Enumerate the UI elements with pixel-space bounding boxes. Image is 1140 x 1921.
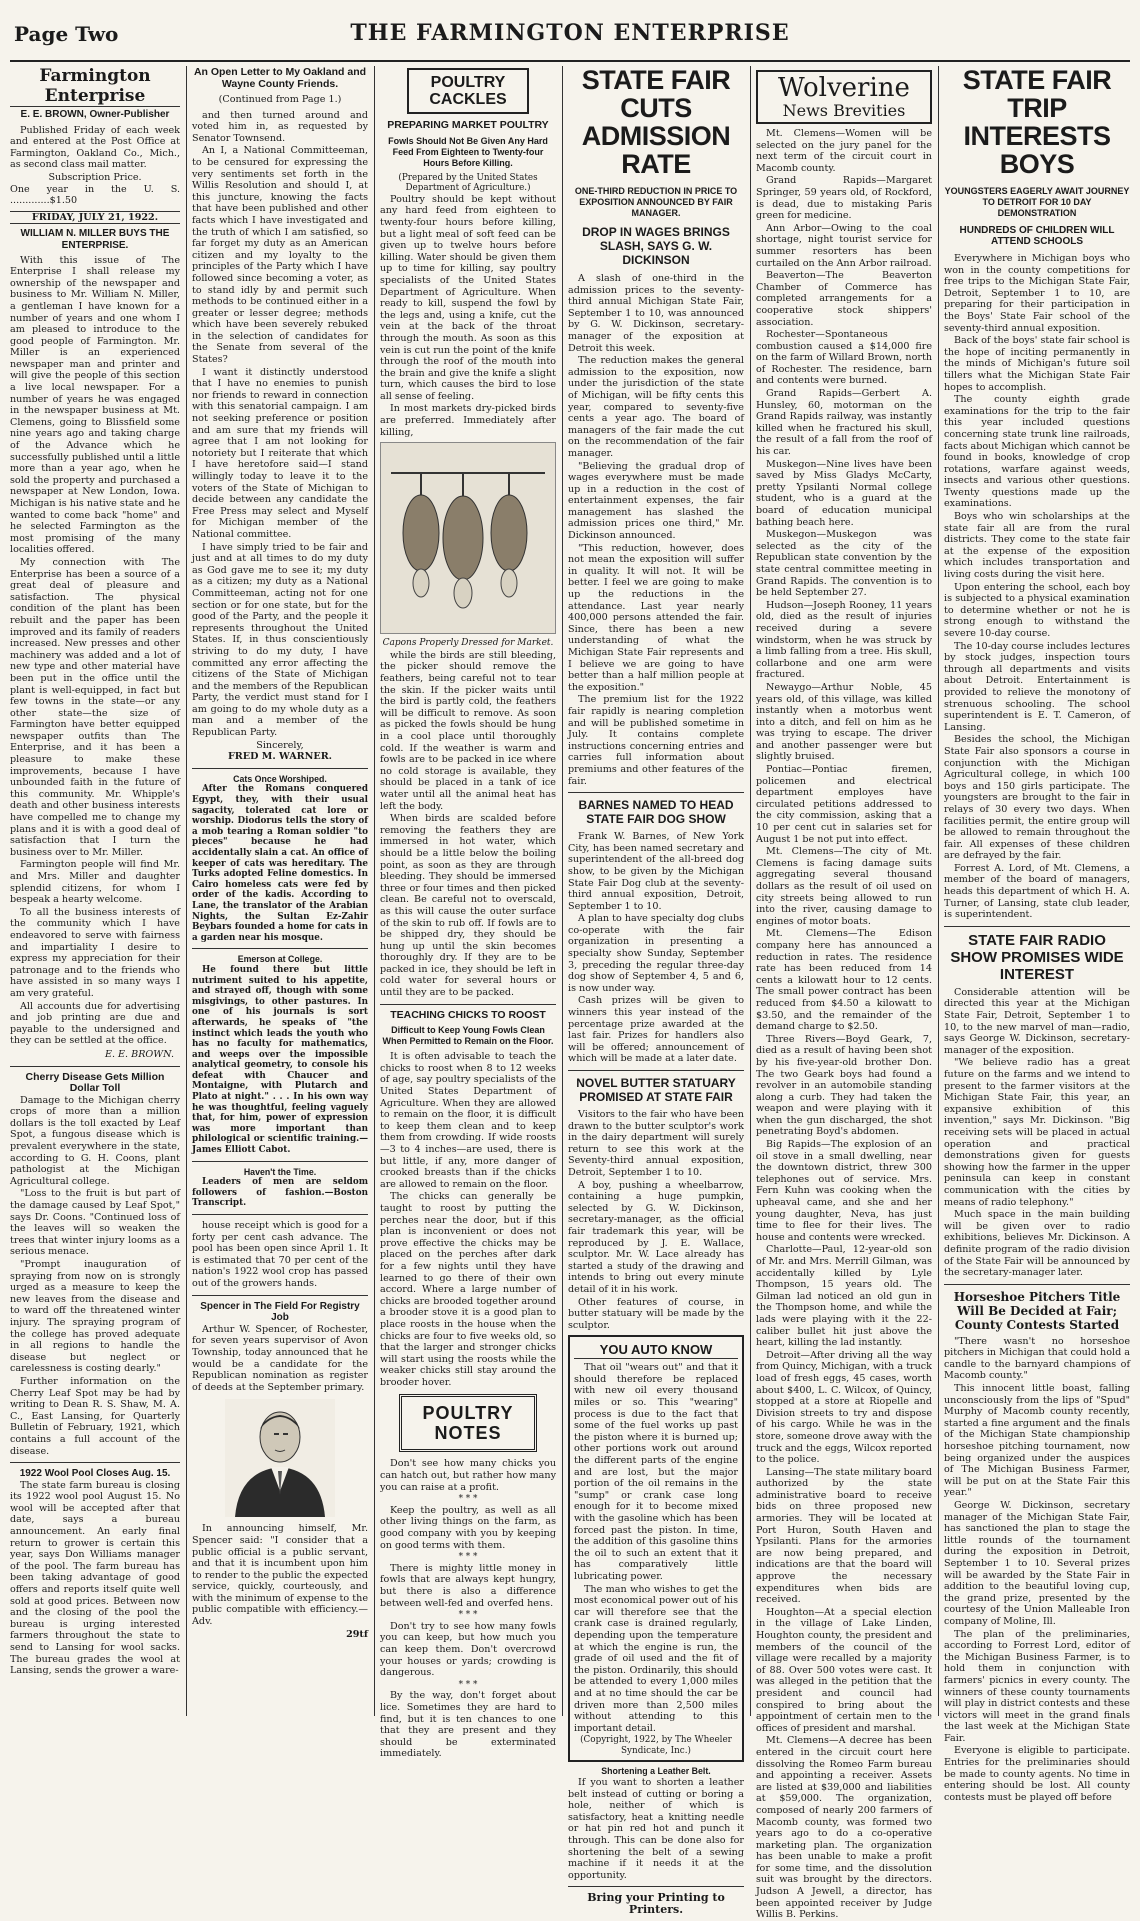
- brevity: Pontiac—Pontiac firemen, policemen and electrical department employes have circulated petitions addressed to the city commission, asking that a 10 per cent cut in salaries set for August 1 be not put into effect.: [756, 764, 932, 845]
- paragraph: while the birds are still bleeding, the picker should remove the feathers, being careful not to tear the skin. If the picker waits until the bird is partly cold, the feathers will be difficult to remove. As soon as picked the fowls should be hung in a cool place until thoroughly cold. If the weather is warm and fowls are to be packed in ice where no cold storage is available, they should be placed in a tank of ice water until all the animal heat has left the body.: [380, 649, 556, 812]
- paragraph: Further information on the Cherry Leaf Spot may be had by writing to Dean R. S. Shaw, M. A. C., East Lansing, for Quarterly Bulletin of February, 1921, which contains a full account of the disease.: [10, 1375, 180, 1457]
- paragraph: Besides the school, the Michigan State Fair also sponsors a course in conjunction with the Michigan Agricultural college, in which 100 boys and 150 girls participate. The youngsters are brought to the fair in relays of 30 every two days. When facilities permit, the entire group will be allowed to remain throughout the fair. All expenses of these children are defrayed by the fair.: [944, 734, 1130, 862]
- column-6: [944, 65, 1130, 1803]
- divider: [944, 1284, 1130, 1285]
- paragraph: Everyone is eligible to participate. Entries for the preliminaries should be made to county agents. No time in entering should be lost. All county contests must be played off before: [944, 1745, 1130, 1803]
- paper-name: THE FARMINGTON ENTERPRISE: [350, 20, 790, 46]
- dateline: FRIDAY, JULY 21, 1922.: [10, 211, 180, 225]
- paragraph: Considerable attention will be directed this year at the Michigan State Fair, Detroit, September 1 to 10, to the new marvel of man—radio, says George W. Dickinson, secretary-manager of the exposition.: [944, 986, 1130, 1056]
- column-rule: [750, 66, 751, 1716]
- brevity: Grand Rapids—Gerbert A. Hunsley, 60, motorman on the Grand Rapids railway, was instantly killed when he fractured his skull, the result of a fall from the roof of his car.: [756, 388, 932, 458]
- headline-radio: STATE FAIR RADIO SHOW PROMISES WIDE INTEREST: [950, 931, 1124, 983]
- brevity: Charlotte—Paul, 12-year-old son of Mr. and Mrs. Merrill Gilman, was accidentally killed by Lyle Thompson, 15 years old. The Gilman lad noticed an old gun in the Thompson home, and while the lads were playing with it the 22-caliber bullet hit just above the heart, killing the lad instantly.: [756, 1244, 932, 1349]
- paragraph: The man who wishes to get the most economical power out of his car will therefore see that the crank case is drained regularly, depending upon the temperature at which the engine is run, the grade of oil used and the fit of the piston. Ordinarily, this should be attended to every 1,000 miles and at no time should the car be driven more than 2,500 miles without attending to this important detail.: [574, 1583, 738, 1734]
- paragraph: The state farm bureau is closing its 1922 wool pool August 15. No wool will be accepted after that date, says a bureau announcement. An early final return to grower is certain this year, says Don Williams manager of the pool. The farm bureau has been taking advantage of good offers and reports itself quite well sold at good prices. Between now and the closing of the pool the bureau is urging interested farmers throughout the state to send to Lansing for wool sacks. The bureau grades the wool at Lansing, sends the grower a ware-: [10, 1479, 180, 1677]
- paragraph: house receipt which is good for a forty per cent cash advance. The pool has been open since April 1. It is estimated that 70 per cent of the nation's 1922 wool crop has passed out of the growers hands.: [192, 1220, 368, 1289]
- brevities-box: [756, 70, 932, 124]
- headline-wool: 1922 Wool Pool Closes Aug. 15.: [19, 1468, 171, 1480]
- box-title: YOU AUTO KNOW: [574, 1341, 738, 1359]
- poultry-notes-box: [399, 1394, 537, 1452]
- brevity: Mt. Clemens—Women will be selected on the jury panel for the next term of the circuit court in Macomb county.: [756, 128, 932, 174]
- subhead-schools: HUNDREDS OF CHILDREN WILL ATTEND SCHOOLS: [959, 225, 1115, 247]
- brevity: Detroit—After driving all the way from Quincy, Michigan, with a truck load of fresh eggs, 45 cases, worth about $400, L. C. Wilcox, of Quincy, stopped at a store at Riopelle and Division streets to try and dispose of his cargo. While he was in the store, someone drove away with the truck and the eggs, Wilcox reported to the police.: [756, 1349, 932, 1466]
- headline-butter: NOVEL BUTTER STATUARY PROMISED AT STATE FAIR: [576, 1076, 736, 1104]
- headline-cats: Cats Once Worshiped.: [233, 773, 327, 784]
- paragraph: All accounts due for advertising and job printing are due and payable to the undersigned and they can be settled at the office.: [10, 1000, 180, 1047]
- paragraph: "Prompt inauguration of spraying from now on is strongly urged as a measure to keep the new leaves from the disease and to ward off the threatened winter injury. The spraying program of the college has proved adequate in all regions to handle the disease but neglect or carelessness is costing dearly.": [10, 1259, 180, 1375]
- divider: [568, 792, 744, 793]
- headline-dog-show: BARNES NAMED TO HEAD STATE FAIR DOG SHOW: [578, 798, 734, 827]
- pub-info: Published Friday of each week and entered at the Post Office at Farmington, Oakland Co., Mich., as second class mail matter.: [10, 124, 180, 171]
- continued-note: (Continued from Page 1.): [218, 94, 342, 105]
- paragraph: "We believe radio has a great future on the farms and we intend to present to the farmer visitors at the Michigan State Fair, this year, an expansive exhibition of this invention," says Mr. Dickinson. "Big receiving sets will be placed in actual operation and practical demonstrations given for guests showing how the farmer in the upper peninsula can keep in constant communication with the cities by means of radio telephony.": [944, 1057, 1130, 1208]
- paragraph: The 10-day course includes lectures by stock judges, inspection tours through all departments and visits about Detroit. Entertainment is provided to relieve the monotony of strenuous schooling. The school superintendent is E. T. Cameron, of Lansing.: [944, 640, 1130, 733]
- brevity: Newaygo—Arthur Noble, 45 years old, of this village, was killed instantly when a motorbus went into a ditch, and fell on him as he was trying to escape. The driver and another passenger were but slightly bruised.: [756, 681, 932, 763]
- column-1: [10, 66, 180, 1716]
- paragraph: That oil "wears out" and that it should therefore be replaced with new oil every thousand miles or so. This "wearing" process is due to the fact that some of the fuel works up past the piston where it is burned up; other portions work out around the different parts of the engine and are lost, but the major portion of the oil remains in the "sump" or crank case long enough for it to become mixed with the gasoline which has been forced past the piston. In time, the addition of this gasoline thins the oil to such an extent that it has comparatively little lubricating power.: [574, 1362, 738, 1582]
- subscription-label: Subscription Price.: [48, 171, 142, 183]
- column-rule: [938, 66, 939, 1716]
- paragraph: A plan to have specialty dog clubs co-operate with the fair organization in presenting a specialty show Sunday, September 3, preceding the regular three-day dog show of September 4, 5 and 6, is now under way.: [568, 913, 744, 994]
- subhead: Fowls Should Not Be Given Any Hard Feed From Eighteen to Twenty-four Hours Before Killing.: [388, 135, 548, 168]
- divider: [568, 1070, 744, 1071]
- column-5: [756, 66, 932, 1921]
- note: Don't see how many chicks you can hatch out, but rather how many you can raise at a profit.: [380, 1458, 556, 1493]
- headline-miller: WILLIAM N. MILLER BUYS THE ENTERPRISE.: [20, 228, 170, 251]
- paragraph: "This reduction, however, does not mean the exposition will suffer in quality. It will not. It will be better. I feel we are going to make up the reductions in the attendance. Last year nearly 400,000 persons attended the fair. Since, there has been a new understanding of what the Michigan State Fair represents and I believe we are going to have better than a half million people at the exposition.": [568, 542, 744, 693]
- subhead: ONE-THIRD REDUCTION IN PRICE TO EXPOSITION ANNOUNCED BY FAIR MANAGER.: [574, 186, 738, 218]
- divider: [10, 1066, 180, 1067]
- box-subtitle: News Brevities: [782, 101, 906, 120]
- note: There is mighty little money in fowls that are always kept hungry, but there is also a difference between well-fed and overfed hens.: [380, 1562, 556, 1609]
- paragraph: Farmington people will find Mr. and Mrs. Miller and daughter splendid citizens, for whom I bespeak a hearty welcome.: [10, 859, 180, 906]
- paragraph: George W. Dickinson, secretary manager of the Michigan State Fair, has sanctioned the plan to stage the little rounds of the tournament during the exposition in Detroit, September 1 to 10. Several prizes will be awarded by the State Fair in addition to the beautiful loving cup, the grand prize, presented by the courtesy of the Union Malleable Iron company of Moline, Ill.: [944, 1500, 1130, 1627]
- paragraph: Visitors to the fair who have been drawn to the butter sculptor's work in the dairy department will surely return to see this work at the Seventy-third annual exposition, Detroit, September 1 to 10.: [568, 1109, 744, 1178]
- brevity: Hudson—Joseph Rooney, 11 years old, died as the result of injuries received during a severe windstorm, when he was struck by a limb falling from a tree. His skull, collarbone and one arm were fractured.: [756, 599, 932, 681]
- paragraph: Leaders of men are seldom followers of fashion.—Boston Transcript.: [192, 1177, 368, 1209]
- box-title: POULTRY CACKLES: [429, 74, 507, 108]
- paragraph: and then turned around and voted him in, as requested by Senator Townsend.: [192, 109, 368, 144]
- credit-line: (Prepared by the United States Department of Agriculture.): [398, 172, 538, 194]
- paragraph: If you want to shorten a leather belt instead of cutting or boring a hole, neither of which is satisfactory, heat a knitting needle or hat pin red hot and punch it through. This can be done also for shortening the belt of a sewing machine if it needs it at the opportunity.: [568, 1777, 744, 1881]
- paragraph: Forrest A. Lord, of Mt. Clemens, a member of the board of managers, heads this department of which H. A. Turner, of Lansing, state club leader, is superintendent.: [944, 862, 1130, 921]
- paragraph: Poultry should be kept without any hard feed from eighteen to twenty-four hours before killing, but a light meal of soft feed can be given up to twelve hours before killing. Water should be given them up to time for killing, say poultry specialists of the United States Department of Agriculture. When ready to kill, suspend the fowl by the legs and, using a knife, cut the vein at the back of the throat through the mouth. As soon as this vein is cut run the point of the knife through the roof of the mouth into the brain and give the knife a slight turn, which causes the bird to lose all sense of feeling.: [380, 193, 556, 402]
- divider: [192, 948, 368, 949]
- divider: [192, 1161, 368, 1162]
- paragraph: After the Romans conquered Egypt, they, with their usual sagacity, tolerated cat lore or worship. Diodorus tells the story of a mob tearing a Roman soldier "to pieces" because he had accidentally slain a cat. An office of keeper of cats was hereditary. The Turks adopted Feline domestics. In Cairo homeless cats were fed by order of the kadis. According to Lane, the translator of the Arabian Nights, the Sultan Ez-Zahir Beybars founded a home for cats in a garden near his mosque.: [192, 784, 368, 943]
- capons-illustration: [380, 442, 556, 634]
- box-title: Wolverine: [778, 73, 910, 103]
- brevity: Big Rapids—The explosion of an oil stove in a small dwelling, near the downtown district, threw 300 telephones out of service. Mrs. Fern Kuhn was cooking when the upheaval came, and she and her young daughter, Neva, has just time to flee for their lives. The house and contents were wrecked.: [756, 1139, 932, 1243]
- subhead: Difficult to Keep Young Fowls Clean When Permitted to Remain on the Floor.: [382, 1025, 554, 1047]
- paragraph: Cash prizes will be given to winners this year instead of the percentage prize awarded at the last fair. Prizes for handlers also will be offered; announcement of which will be made at a later date.: [568, 995, 744, 1065]
- column-rule: [186, 66, 187, 1716]
- note: Keep the poultry, as well as all other living things on the farm, as good company with you by keeping on good terms with them.: [380, 1504, 556, 1551]
- notes-title: POULTRY NOTES: [422, 1403, 514, 1444]
- paragraph: Everywhere in Michigan boys who won in the county competitions for free trips to the Michigan State Fair, Detroit, September 1 to 10, are preparing for their participation in the Boys' State Fair school of the seventy-third annual exposition.: [944, 253, 1130, 334]
- brevity: Houghton—At a special election in the village of Lake Linden, Houghton county, the president and members of the council of the village were recalled by a majority of 88. Over 500 votes were cast. It was alleged in the petition that the president and council had conspired to bring about the appointment of certain men to the offices of president and marshal.: [756, 1606, 932, 1734]
- divider: [380, 1004, 556, 1005]
- ad-code: 29tf: [346, 1628, 368, 1640]
- divider: [192, 1295, 368, 1296]
- paragraph: With this issue of The Enterprise I shall release my ownership of the newspaper and business to Mr. William N. Miller, a gentleman I have known for a number of years and one whom I am pleased to introduce to the good people of Farmington. Mr. Miller is an experienced newspaper man and printer and will give the people of this section a live local newspaper. For a number of years he was engaged in the newspaper business at Mt. Clemens, going to Blissfield some nine years ago and taking charge of the Advance which he successfully published until a little more than a year ago, when he sold the property and purchased a newspaper at New London, Iowa. Michigan is his native state and he wanted to come back "home" and he selected Farmington as the most promising of the many localities offered.: [10, 254, 180, 556]
- paragraph: It is often advisable to teach the chicks to roost when 8 to 12 weeks of age, say poultry specialists of the United States Department of Agriculture. When they are allowed to remain on the floor, it is difficult to keep them clean and to keep them from crowding. If wide roosts—3 to 4 inches—are used, there is but little, if any, more danger of crooked breasts than if the chicks are allowed to remain on the floor.: [380, 1051, 556, 1190]
- column-2: [192, 66, 368, 1716]
- page-label: Page Two: [14, 22, 119, 46]
- column-4: [568, 65, 744, 1916]
- paragraph: He found there but little nutriment suited to his appetite, and strayed off, though with some misgivings, to other pastures. In one of his journals is sort afterwards, he speaks of "the instinct which leads the youth who has no faculty for mathematics, and weeps over the impossible analytical geometry, to console his defeat with Chaucer and Montaigne, with Plutarch and Plato at night." . . . In his own way he was thoughtful, feeling vaguely that, for him, power of expression was more important than philological or scientific training.—James Elliott Cabot.: [192, 964, 368, 1156]
- paragraph: "Loss to the fruit is but part of the damage caused by Leaf Spot," says Dr. Coons. "Continued loss of the leaves will so weaken the trees that winter injury looms as a serious menace.: [10, 1188, 180, 1258]
- column-rule: [562, 66, 563, 1716]
- printing-ad: Bring your Printing to Printers.: [587, 1891, 725, 1916]
- paragraph: My connection with The Enterprise has been a source of a great deal of pleasure and satisfaction. The physical condition of the plant has been rebuilt and the paper has been improved and its family of readers increased. New presses and other machinery was added and a lot of new type and other material have been put in the office until the plant is well-equipped, in fact but few towns in the state—or any other state—the size of Farmington have better equipped newspaper outfits than The Enterprise, and it has been a pleasure to make these improvements, because I have unbounded faith in the future of this community. Mr. Whipple's death and other business interests have compelled me to change my plans and it is with a good deal of satisfaction that I turn the business over to Mr. Miller.: [10, 556, 180, 858]
- paragraph: In most markets dry-picked birds are preferred. Immediately after killing,: [380, 403, 556, 438]
- paragraph: This innocent little boast, falling unconsciously from the lips of "Spud" Murphy of Macomb county recently, started a fine argument and the finals of the Michigan State championship horseshoe pitching tournament, now being organized under the auspices of The Michigan Business Farmer, will be put on at the State Fair this year.": [944, 1383, 1130, 1499]
- credit-line: (Copyright, 1922, by The Wheeler Syndicate, Inc.): [580, 1735, 732, 1756]
- paragraph: A slash of one-third in the admission prices to the seventy-third annual Michigan State Fair, September 1 to 10, was announced by G. W. Dickinson, secretary-manager of the exposition at Detroit this week.: [568, 273, 744, 354]
- brevity: Mt. Clemens—A decree has been entered in the circuit court here dissolving the Romeo Farm bureau and appointing a receiver. Assets are listed at $39,000 and liabilities at $59,000. The organization, composed of nearly 200 farmers of Macomb county, was formed two years ago to do a co-operative marketing plan. The organization has been unable to make a profit for some time, and the dissolution suit was brought by the directors. Judson A Jewell, a director, has been appointed receiver by Judge Willis B. Perkins.: [756, 1735, 932, 1921]
- flag: Farmington Enterprise: [10, 66, 180, 107]
- headline-belt: Shortening a Leather Belt.: [601, 1766, 711, 1777]
- note: Don't try to see how many fowls you can keep, but how much you can keep them. Don't overcrowd your houses or yards; crowding is dangerous.: [380, 1620, 556, 1679]
- paragraph: To all the business interests of the community which I have endeavored to serve with fairness and impartiality I desire to express my appreciation for their patronage and to the friends who have assisted in so many ways I am very grateful.: [10, 906, 180, 999]
- paragraph: Back of the boys' state fair school is the hope of inciting permanently in the minds of Michigan's future soil tillers what the Michigan State Fair hopes to accomplish.: [944, 335, 1130, 393]
- brevity: Muskegon—Nine lives have been saved by Miss Gladys McCarty, pretty Ypsilanti Normal college student, who is a guard at the board of education municipal bathing beach here.: [756, 458, 932, 528]
- paragraph: "Believing the gradual drop of wages everywhere must be made up in a reduction in the cost of entertainment expenses, the fair management has slashed the admission prices one third," Mr. Dickinson announced.: [568, 460, 744, 542]
- divider: [568, 1886, 744, 1887]
- owner-line: E. E. BROWN, Owner-Publisher: [20, 109, 170, 120]
- paragraph: When birds are scalded before removing the feathers they are immersed in hot water, which should be a little below the boiling point, as soon as they are through bleeding. They should be immersed three or four times and then picked clean. Be careful not to overscald, as this will cause the outer surface of the skin to rub off. If fowls are to be shipped dry, they should be hung up until the skin becomes thoroughly dry. If they are to be packed in ice, they should be left in cold water for several hours or until they are to be packed.: [380, 813, 556, 999]
- brevity: Beaverton—The Beaverton Chamber of Commerce has completed arrangements for a cooperative stock shippers' association.: [756, 270, 932, 328]
- paragraph: A boy, pushing a wheelbarrow, containing a huge pumpkin, selected by G. W. Dickinson, secretary-manager, as the official fair trademark this year, will be reproduced by J. E. Wallace, sculptor. Mr. W. Lace already has started a study of the drawing and intends to bring out every minute detail of it in his work.: [568, 1179, 744, 1295]
- paragraph: The plan of the preliminaries, according to Forrest Lord, editor of the Michigan Business Farmer, is to hold them in conjunction with farmers' picnics in every county. The winners of these county tournaments will play in district contests and these victors will meet in the grand finals the last week at the Michigan State Fair.: [944, 1628, 1130, 1744]
- subhead: YOUNGSTERS EAGERLY AWAIT JOURNEY TO DETROIT FOR 10 DAY DEMONSTRATION: [944, 186, 1130, 218]
- poultry-cackles-box: [407, 68, 529, 114]
- note: By the way, don't forget about lice. Sometimes they are hard to find, but it is ten chances to one that they are present and they should be exterminated immediately.: [380, 1690, 556, 1760]
- subhead-wages: DROP IN WAGES BRINGS SLASH, SAYS G. W. DICKINSON: [582, 225, 730, 267]
- column-3: POULTRY CACKLES PREPARING MARKET POULTRY Fowls Should Not Be Given Any Hard Feed From Eighteen to Twenty-four Hours Before Killing. (Prepared by the United States Department of Agriculture.) Poultry should be kept without any hard feed from eighteen to twenty-four hours before killing, but a light meal of soft feed can be given up to twelve hours before killing. Water should be given them up to time for killing, say poultry specialists of the United States Department of Agriculture. When ready to kill, suspend the fowl by the legs and, using a knife, cut the vein at the back of the throat through the mouth. As soon as this vein is cut run the point of the knife through the roof of the mouth into the brain and give the knife a slight turn, which causes the bird to lose all sense of feeling. In most markets dry-picked birds are preferred. Immediately after killing, Capons Properly Dressed for Market. while the birds are still bleeding, the picker should remove the feathers, being careful not to tear the skin. If the picker waits until the bird is partly cold, the feathers will be difficult to remove. As soon as picked the fowls should be hung in a cool place until thoroughly cold. If the weather is warm and fowls are to be packed in ice where no cold storage is available, they should be placed in a tank of ice water until all the animal heat has left the body. When birds are scalded before removing the feathers they are immersed in hot water, which should be a little below the boiling point, as soon as they are through bleeding. They should be immersed three or four times and then picked clean. Be careful not to overscald, as this will cause the outer surface of the skin to rub off. If fowls are to be shipped dry, they should be hung up until the skin becomes thoroughly dry. If they are to be packed in ice, they should be left in cold water for several hours or until they are to be packed. TEACHING CHICKS TO ROOST Difficult to Keep Young Fowls Clean When Permitted to Remain on the Floor. It is often advisable to teach the chicks to roost when 8 to 12 weeks of age, say poultry specialists of the United States Department of Agriculture. When they are allowed to remain on the floor, it is difficult to keep them clean and to keep them from crowding. If wide roosts—3 to 4 inches—are used, there is but little, if any, more danger of crooked breasts than if the chicks are allowed to remain on the floor. The chicks can generally be taught to roost by putting the perches near the door, but if this plan is inconvenient or does not prove effective the chicks may be placed on the perches after dark for a few nights until they have learned to go there of their own accord. Where a large number of chicks are brooded together around a brooder stove it is a good plan to place roosts in the house when the chicks are four to five weeks old, so that the larger and stronger chicks will start using the roosts while the weaker chicks still stay around the brooder hover. POULTRY NOTES Don't see how many chicks you can hatch out, but rather how many you can raise at a profit. * * * Keep the poultry, as well as all other living things on the farm, as good company with you by keeping on good terms with them. * * * There is mighty little money in fowls that are always kept hungry, but there is also a difference between well-fed and overfed hens. * * * Don't try to see how many fowls you can keep, but how much you can keep them. Don't overcrowd your houses or yards; crowding is dangerous. * * * By the way, don't forget about lice. Sometimes they are hard to find, but it is ten chances to one that they are present and they should be exterminated immediately.: [380, 66, 556, 1716]
- column-rule: [374, 66, 375, 1716]
- headline-spencer: Spencer in The Field For Registry Job: [200, 1300, 360, 1324]
- paragraph: The premium list for the 1922 fair rapidly is nearing completion and will be published sometime in July. It contains complete instructions concerning entries and carries full information about premiums and other features of the fair.: [568, 694, 744, 787]
- divider: [10, 1462, 180, 1463]
- brevity: Ann Arbor—Owing to the coal shortage, night tourist service for summer resorters has been curtailed on the Ann Arbor railroad.: [756, 222, 932, 269]
- divider: [192, 1214, 368, 1215]
- brevity: Three Rivers—Boyd Geark, 7, died as a result of having been shot by his five-year-old brother Don. The two Geark boys had found a revolver in an automobile standing along a curb. They had taken the weapon and were playing with it when the gun discharged, the shot penetrating Boyd's abdomen.: [756, 1033, 932, 1138]
- paragraph: I want it distinctly understood that I have no enemies to punish nor friends to reward in connection with this senatorial campaign. I am not seeking preference or position and am sure that my friends will agree that I am not looking for notoriety but I reiterate that which I have heretofore said—I stand willingly today to leave it to the voters of the State of Michigan to decide between any candidate the Free Press may select and Myself for Michigan member of the National committee.: [192, 366, 368, 540]
- auto-know-box: [568, 1335, 744, 1762]
- headline-open-letter: An Open Letter to My Oakland and Wayne County Friends.: [193, 66, 367, 90]
- signature: FRED M. WARNER.: [227, 751, 333, 763]
- paragraph: The reduction makes the general admission to the exposition, now under the jurisdiction of the state of Michigan, will be fifty cents this year, compared to seventy-five cents a year ago. The board of managers of the fair made the cut on the recommendation of the fair manager.: [568, 355, 744, 459]
- spencer-portrait: [225, 1399, 335, 1517]
- headline-horseshoe: Horseshoe Pitchers Title Will Be Decided at Fair; County Contests Started: [953, 1289, 1121, 1332]
- brevity: Lansing—The state military board authorized by the state administrative board to receive bids on three proposed new armories. They will be located at Port Huron, South Haven and Ypsilanti. Plans for the armories are now being prepared, and indications are that the board will approve the necessary expenditures when bids are received.: [756, 1466, 932, 1606]
- paragraph: Arthur W. Spencer, of Rochester, for seven years supervisor of Avon Township, today announced that he would be a candidate for the Republican nomination as register of deeds at the September primary.: [192, 1323, 368, 1393]
- brevity: Mt. Clemens—The Edison company here has announced a reduction in rates. The residence rate has been reduced from 14 cents a kilowatt hour to 12 cents. The small power contract has been reduced from $4.50 a kilowatt to $3.50, and the remainder of the demand charge to $2.50.: [756, 928, 932, 1033]
- headline-roost: TEACHING CHICKS TO ROOST: [390, 1008, 546, 1021]
- paragraph: Upon entering the school, each boy is subjected to a physical examination to determine whether or not he is strong enough to withstand the severe 10-day course.: [944, 581, 1130, 639]
- paragraph: In announcing himself, Mr. Spencer said: "I consider that a public official is a public servant, and that it is incumbent upon him to render to the public the expected service, quickly, courteously, and with the minimum of expense to the public compatible with efficiency.—Adv.: [192, 1523, 368, 1628]
- masthead: [10, 20, 1130, 62]
- subscription-price: One year in the U. S. .............$1.50: [10, 183, 180, 207]
- headline-cherry: Cherry Disease Gets Million Dollar Toll: [25, 1070, 165, 1095]
- headline-boys: STATE FAIR TRIP INTERESTS BOYS: [962, 65, 1112, 179]
- headline-market-poultry: PREPARING MARKET POULTRY: [387, 119, 549, 131]
- divider: [192, 768, 368, 769]
- paragraph: Boys who win scholarships at the state fair all are from the rural districts. They come to the state fair at the expense of the exposition which includes transportation and living costs during the visit here.: [944, 511, 1130, 581]
- paragraph: Damage to the Michigan cherry crops of more than a million dollars is the toll exacted by Leaf Spot, a fungous disease which is prevalent everywhere in the state, according to G. H. Coons, plant pathologist at the Michigan Agricultural college.: [10, 1094, 180, 1187]
- brevity: Muskegon—Muskegon was selected as the city of the Republican state convention by the state central committee meeting in Grand Rapids. The convention is to be held September 27.: [756, 529, 932, 599]
- paragraph: The county eighth grade examinations for the trip to the fair this year included questions concerning state trunk line railroads, facts about Michigan which cannot be found in books, knowledge of crop rotations, warfare against weeds, insects and various other questions. Twenty questions made up the examinations.: [944, 394, 1130, 510]
- divider: [944, 926, 1130, 927]
- paragraph: I have simply tried to be fair and just and at all times to do my duty as God gave me to see it; my duty as a citizen; my duty as a National Committeeman, acting not for one section or for one state, but for the good of the Party, and the people it represents throughout the United States. If, in thus conscientiously striving to do my duty, I have committed any error affecting the citizens of the State of Michigan and the members of the Republican Party, the verdict must stand for I am going to do my whole duty as a man and a member of the Republican Party.: [192, 541, 368, 739]
- paragraph: An I, a National Committeeman, to be censured for expressing the very sentiments set forth in the Willis Resolution and should I, at this juncture, knowing the facts that have been published and other facts which I have investigated and the truth of which I am satisfied, so far forget my duty as an American citizen and my loyalty to the principles of the Party which I have followed since becoming a voter, as to stand idly by and permit such methods to be continued either in a greater or lesser degree; methods which have been severely rebuked in the selection of candidates for the Senate from several of the States?: [192, 145, 368, 366]
- paragraph: Much space in the main building will be given over to radio exhibitions, believes Mr. Dickinson. A definite program of the radio division of the State Fair will be announced by the secretary-manager later.: [944, 1209, 1130, 1279]
- paragraph: Frank W. Barnes, of New York City, has been named secretary and superintendent of the all-breed dog show, to be given by the Michigan State Fair Dog club at the seventy-third annual exposition, Detroit, September 1 to 10.: [568, 831, 744, 912]
- brevity: Mt. Clemens—The city of Mt. Clemens is facing damage suits aggregating several thousand dollars as the result of oil used on city streets being allowed to run into the river, causing damage to engines of motor boats.: [756, 846, 932, 927]
- headline-emerson: Emerson at College.: [237, 954, 323, 965]
- sincerely: Sincerely,: [256, 739, 304, 751]
- paragraph: The chicks can generally be taught to roost by putting the perches near the door, but if this plan is inconvenient or does not prove effective the chicks may be placed on the perches after dark for a few nights until they have learned to go there of their own accord. Where a large number of chicks are brooded together around a brooder stove it is a good plan to place roosts in the house when the chicks are four to five weeks old, so that the larger and stronger chicks will start using the roosts while the weaker chicks still stay around the brooder hover.: [380, 1191, 556, 1388]
- headline-time: Haven't the Time.: [243, 1166, 317, 1177]
- brevity: Grand Rapids—Margaret Springer, 59 years old, of Rockford, is dead, due to mistaking Paris green for medicine.: [756, 175, 932, 222]
- brevity: Rochester—Spontaneous combustion caused a $14,000 fire on the farm of Willard Brown, north of Rochester. The residence, barn and contents were burned.: [756, 329, 932, 387]
- paragraph: Other features of course, in butter statuary will be made by the sculptor.: [568, 1296, 744, 1331]
- paragraph: "There wasn't no horseshoe pitchers in Michigan that could hold a candle to the barnyard champions of Macomb county.": [944, 1335, 1130, 1382]
- illustration-caption: Capons Properly Dressed for Market.: [382, 638, 554, 649]
- headline-admission: STATE FAIR CUTS ADMISSION RATE: [581, 65, 731, 179]
- signature: E. E. BROWN.: [104, 1048, 174, 1060]
